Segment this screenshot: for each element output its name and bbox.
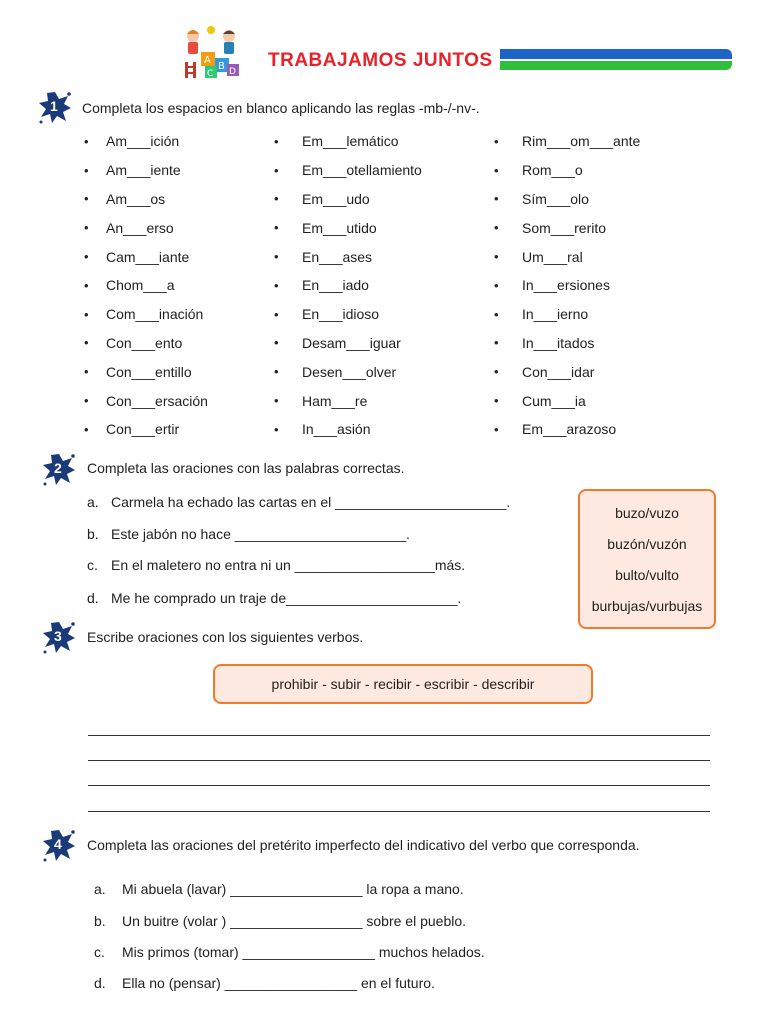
- svg-text:B: B: [218, 61, 225, 72]
- list-item: • Em___otellamiento: [274, 162, 422, 179]
- svg-text:C: C: [207, 69, 214, 79]
- section-3-badge-icon: [42, 620, 76, 654]
- section-3-number: 3: [54, 628, 62, 644]
- verbs-list: prohibir - subir - recibir - escribir - describir: [271, 676, 535, 692]
- list-item: • Rom___o: [494, 162, 583, 179]
- sentence-4d: d. Ella no (pensar) _________________ en el futuro.: [94, 975, 435, 991]
- list-item: • In___itados: [494, 334, 595, 351]
- title-bar-green: [500, 61, 732, 70]
- svg-text:A: A: [204, 55, 211, 66]
- list-item: • Sím___olo: [494, 190, 589, 207]
- sentence-2b: b. Este jabón no hace ______________________.: [87, 526, 410, 542]
- list-item: • Am___os: [84, 190, 166, 207]
- sentence-2d: d. Me he comprado un traje de______________________.: [87, 590, 462, 606]
- option-item: burbujas/vurbujas: [591, 598, 703, 614]
- list-item: • Con___ersación: [84, 392, 208, 409]
- list-item: • In___asión: [274, 421, 371, 438]
- section-1-badge-icon: [38, 90, 72, 124]
- writing-line[interactable]: [88, 735, 710, 736]
- writing-line[interactable]: [88, 760, 710, 761]
- list-item: • En___ases: [274, 248, 373, 265]
- list-item: • Cam___iante: [84, 248, 190, 265]
- section-3-instruction: Escribe oraciones con los siguientes verbos.: [87, 629, 364, 645]
- section-2-number: 2: [54, 460, 62, 476]
- list-item: • Desam___iguar: [274, 334, 401, 351]
- section-4-badge-icon: [42, 828, 76, 862]
- section-1-instruction: Completa los espacios en blanco aplicando las reglas -mb-/-nv-.: [82, 100, 480, 116]
- option-item: bulto/vulto: [615, 567, 679, 583]
- option-item: buzón/vuzón: [607, 536, 687, 552]
- section-2-badge-icon: [42, 452, 76, 486]
- list-item: • Em___lemático: [274, 133, 399, 150]
- list-item: • Em___arazoso: [494, 421, 617, 438]
- section-4-instruction: Completa las oraciones del pretérito imperfecto del indicativo del verbo que corresponda.: [87, 837, 640, 853]
- option-item: buzo/vuzo: [615, 505, 679, 521]
- word-options-box: [578, 489, 716, 629]
- section-2-instruction: Completa las oraciones con las palabras correctas.: [87, 460, 405, 476]
- section-1-number: 1: [50, 98, 58, 114]
- list-item: • Desen___olver: [274, 363, 397, 380]
- list-item: • Con___ertir: [84, 421, 180, 438]
- list-item: • Con___ento: [84, 334, 183, 351]
- list-item: • Em___utido: [274, 219, 377, 236]
- list-item: • En___idioso: [274, 306, 380, 323]
- list-item: • Em___udo: [274, 190, 370, 207]
- word-column-1: [84, 127, 208, 444]
- list-item: • An___erso: [84, 219, 174, 236]
- word-column-3: [494, 127, 640, 444]
- section-4-number: 4: [54, 836, 62, 852]
- sentence-4c: c. Mis primos (tomar) _________________ muchos helados.: [94, 944, 485, 960]
- kids-illustration: [175, 22, 247, 80]
- svg-text:D: D: [229, 67, 236, 77]
- list-item: • In___ersiones: [494, 277, 610, 294]
- list-item: • Rim___om___ante: [494, 133, 641, 150]
- word-column-2: [274, 127, 422, 444]
- list-item: • Am___ición: [84, 133, 180, 150]
- page-title: TRABAJAMOS JUNTOS: [268, 50, 493, 71]
- sentence-2c: c. En el maletero no entra ni un __________________más.: [87, 557, 466, 573]
- writing-line[interactable]: [88, 811, 710, 812]
- list-item: • En___iado: [274, 277, 369, 294]
- title-bar-blue: [500, 49, 732, 59]
- list-item: • Con___entillo: [84, 363, 192, 380]
- sentence-4a: a. Mi abuela (lavar) _________________ la ropa a mano.: [94, 881, 464, 897]
- list-item: • Com___inación: [84, 306, 204, 323]
- list-item: • Chom___a: [84, 277, 175, 294]
- writing-line[interactable]: [88, 785, 710, 786]
- list-item: • In___ierno: [494, 306, 589, 323]
- list-item: • Ham___re: [274, 392, 368, 409]
- verbs-box: [213, 664, 593, 704]
- sentence-2a: a. Carmela ha echado las cartas en el ______________________.: [87, 494, 511, 510]
- list-item: • Som___rerito: [494, 219, 607, 236]
- list-item: • Cum___ia: [494, 392, 586, 409]
- list-item: • Con___idar: [494, 363, 595, 380]
- sentence-4b: b. Un buitre (volar ) _________________ sobre el pueblo.: [94, 913, 467, 929]
- list-item: • Am___iente: [84, 162, 181, 179]
- list-item: • Um___ral: [494, 248, 583, 265]
